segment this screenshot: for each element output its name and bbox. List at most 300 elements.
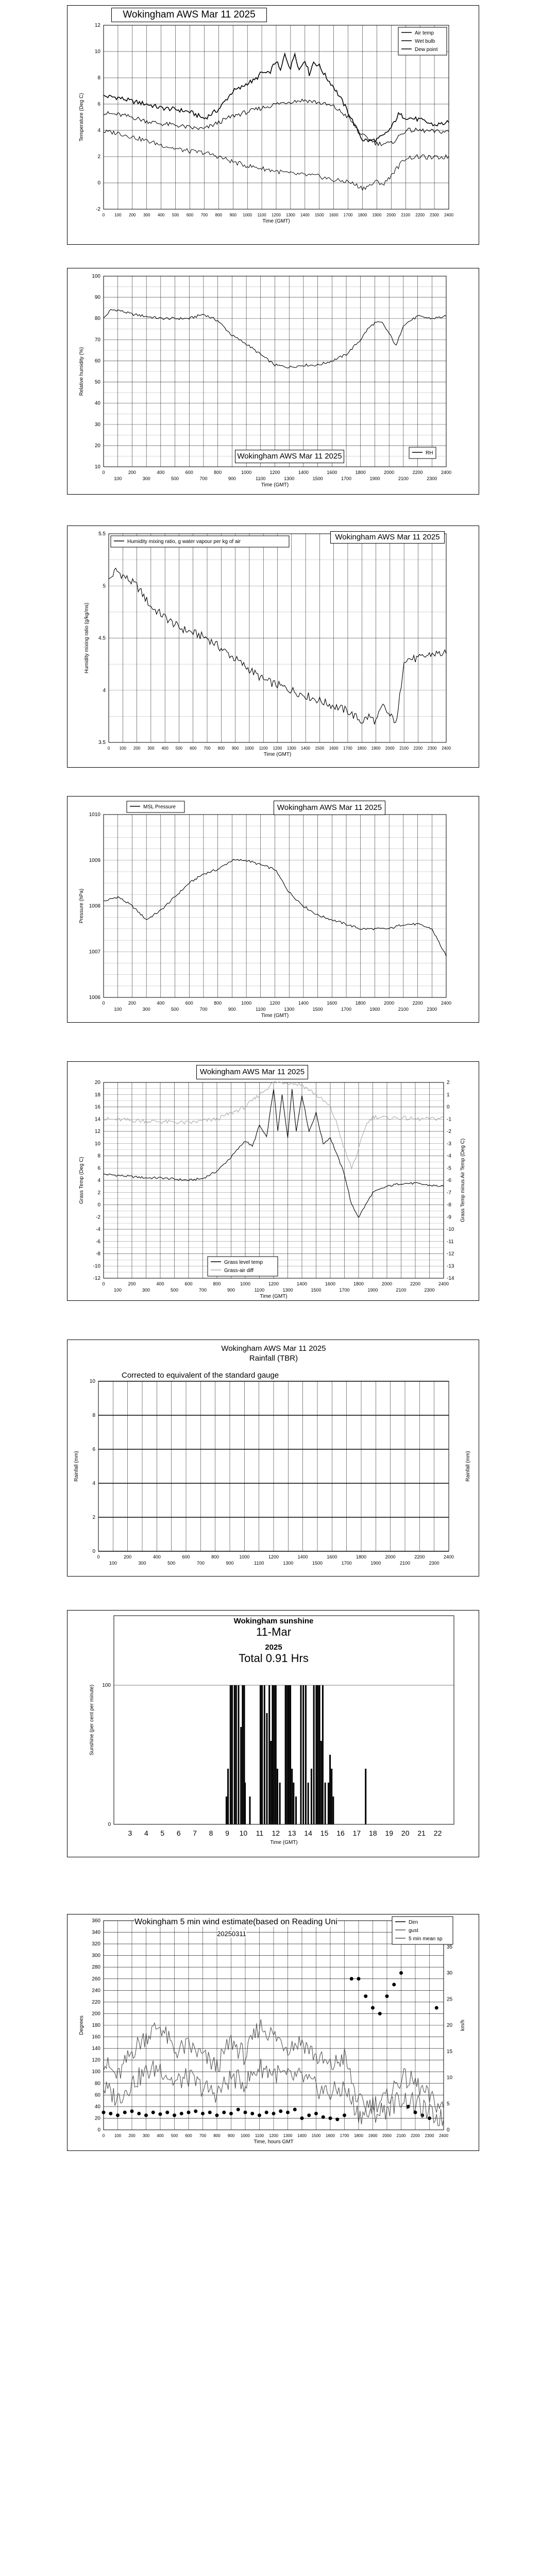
x-tick-label: 500 <box>171 476 179 481</box>
x-tick-label: 9 <box>225 1829 229 1837</box>
x-tick-label: 4 <box>144 1829 148 1837</box>
y-tick-label: -2 <box>96 207 100 212</box>
x-tick-label: 14 <box>304 1829 312 1837</box>
y2-tick-label: 1 <box>447 1092 450 1098</box>
sunshine-bar <box>295 1797 297 1824</box>
x-tick-label: 1100 <box>253 1561 264 1566</box>
y-tick-label: 4 <box>97 128 100 133</box>
x-tick-label: 2400 <box>439 2133 448 2138</box>
sunshine-bar <box>277 1769 278 1824</box>
x-tick-label: 1100 <box>254 1287 265 1293</box>
sunshine-bar <box>286 1685 288 1824</box>
direction-point <box>329 2116 332 2120</box>
direction-point <box>229 2112 233 2115</box>
x-tick-label: 1600 <box>327 1001 337 1006</box>
x-tick-label: 8 <box>209 1829 213 1837</box>
x-tick-label: 500 <box>170 1287 179 1293</box>
wind-svg <box>67 1914 480 2151</box>
y-tick-label: 4.5 <box>98 635 106 641</box>
x-tick-label: 1300 <box>284 476 295 481</box>
sunshine-bar <box>268 1685 270 1824</box>
y-tick-label: -6 <box>96 1239 100 1245</box>
x-tick-label: 400 <box>157 2133 164 2138</box>
sunshine-bar <box>244 1783 246 1824</box>
x-tick-label: 2300 <box>427 476 437 481</box>
x-tick-label: 19 <box>385 1829 394 1837</box>
y-tick-label: 70 <box>94 337 100 343</box>
x-tick-label: 2200 <box>414 1554 425 1560</box>
direction-point <box>180 2112 183 2115</box>
sunshine-bar <box>365 1769 366 1824</box>
direction-point <box>350 1977 353 1980</box>
y-tick-label: 200 <box>92 2011 100 2017</box>
sunshine-bar <box>305 1685 307 1824</box>
direction-point <box>201 2112 205 2115</box>
x-tick-label: 18 <box>369 1829 377 1837</box>
y-tick-label: 4 <box>97 1178 100 1183</box>
sunshine-title-block <box>67 1617 480 1665</box>
x-tick-label: 2100 <box>399 1561 411 1566</box>
x-tick-label: 2000 <box>386 213 396 217</box>
direction-point <box>215 2113 219 2117</box>
y2-tick-label: -4 <box>447 1153 451 1159</box>
x-tick-label: 1700 <box>343 746 352 751</box>
sunshine-bar <box>290 1685 291 1824</box>
sunshine-bar <box>230 1685 231 1824</box>
legend-label: Humidity mixing ratio, g water vapour per kg of air <box>127 539 241 545</box>
x-tick-label: 1000 <box>243 213 252 217</box>
x-tick-label: 300 <box>142 1287 150 1293</box>
x-tick-label: 2400 <box>441 470 452 475</box>
x-tick-label: 13 <box>288 1829 296 1837</box>
x-tick-label: 1900 <box>370 1561 381 1566</box>
y-tick-label: 340 <box>92 1929 100 1936</box>
x-tick-label: 1300 <box>283 2133 293 2138</box>
x-tick-label: 2300 <box>427 746 437 751</box>
x-tick-label: 700 <box>199 476 208 481</box>
direction-point <box>307 2113 311 2117</box>
sunshine-bar <box>266 1713 268 1824</box>
y-tick-label: 10 <box>89 1379 95 1384</box>
chart-title: Wokingham AWS Mar 11 2025 <box>330 531 445 544</box>
direction-point <box>244 2111 247 2114</box>
x-tick-label: 1200 <box>269 2133 278 2138</box>
x-tick-label: 1400 <box>297 1554 308 1560</box>
x-tick-label: 700 <box>199 1007 208 1012</box>
x-tick-label: 600 <box>185 470 193 475</box>
y-tick-label: 60 <box>94 358 100 364</box>
y-tick-label: 40 <box>94 400 100 406</box>
x-tick-label: 1500 <box>311 2133 321 2138</box>
y-tick-label: 90 <box>94 295 100 301</box>
x-tick-label: 1800 <box>355 1001 366 1006</box>
x-tick-label: 5 <box>160 1829 165 1837</box>
x-tick-label: 500 <box>175 746 183 751</box>
y2-tick-label: -1 <box>447 1116 451 1123</box>
x-axis-label: Time, hours GMT <box>253 2139 294 2145</box>
x-tick-label: 21 <box>417 1829 426 1837</box>
x-tick-label: 17 <box>352 1829 361 1837</box>
x-tick-label: 1100 <box>257 213 266 217</box>
pressure-svg <box>67 796 480 1023</box>
y-tick-label: 80 <box>94 2080 100 2087</box>
x-tick-label: 200 <box>133 746 141 751</box>
y-tick-label: 1010 <box>89 812 100 818</box>
y-tick-label: 240 <box>92 1988 100 1994</box>
x-tick-label: 2000 <box>385 746 395 751</box>
x-tick-label: 3 <box>128 1829 132 1837</box>
x-tick-label: 0 <box>102 2133 105 2138</box>
direction-point <box>194 2109 197 2113</box>
mixing-ratio-chart <box>67 526 479 768</box>
x-tick-label: 600 <box>186 213 194 217</box>
direction-point <box>116 2113 120 2117</box>
direction-point <box>364 1994 367 1998</box>
y2-tick-label: -13 <box>447 1263 454 1269</box>
y-tick-label: 4 <box>92 1481 95 1486</box>
x-tick-label: 2000 <box>384 1001 395 1006</box>
x-tick-label: 300 <box>142 1007 150 1012</box>
sunshine-bar <box>226 1797 227 1824</box>
y-axis-label: Degrees <box>79 2015 84 2035</box>
y-axis-label: Relative humidity (%) <box>79 347 84 396</box>
x-tick-label: 400 <box>157 470 165 475</box>
direction-point <box>272 2112 276 2115</box>
temperature-chart <box>67 5 479 245</box>
x-tick-label: 600 <box>190 746 197 751</box>
x-tick-label: 10 <box>239 1829 248 1837</box>
direction-point <box>137 2112 141 2115</box>
x-tick-label: 2300 <box>424 1287 435 1293</box>
y-tick-label: 180 <box>92 2023 100 2028</box>
x-tick-label: 800 <box>214 470 222 475</box>
x-tick-label: 300 <box>142 476 150 481</box>
x-tick-label: 2300 <box>429 1561 439 1566</box>
y-tick-label: 60 <box>94 2092 100 2098</box>
x-tick-label: 1900 <box>367 1287 378 1293</box>
direction-point <box>300 2116 304 2120</box>
y-tick-label: 12 <box>94 23 100 28</box>
x-tick-label: 0 <box>102 470 105 475</box>
x-tick-label: 700 <box>204 746 211 751</box>
x-tick-label: 700 <box>196 1561 205 1566</box>
legend-label: Grass-air diff <box>224 1268 254 1274</box>
direction-point <box>208 2111 212 2114</box>
x-tick-label: 800 <box>215 213 223 217</box>
x-tick-label: 800 <box>214 1001 222 1006</box>
x-tick-label: 1900 <box>368 2133 378 2138</box>
y-tick-label: 20 <box>94 1080 100 1086</box>
sunshine-bar <box>242 1685 243 1824</box>
x-tick-label: 2400 <box>442 746 451 751</box>
x-tick-label: 1300 <box>286 746 296 751</box>
mixing-ratio-svg <box>67 526 480 768</box>
x-tick-label: 100 <box>114 1007 122 1012</box>
direction-point <box>151 2111 155 2114</box>
sunshine-chart <box>67 1610 479 1857</box>
chart-title: Wokingham AWS Mar 11 2025 <box>196 1065 308 1079</box>
chart-title: Wokingham 5 min wind estimate(based on Reading Uni <box>134 1918 337 1926</box>
x-tick-label: 100 <box>119 746 126 751</box>
x-tick-label: 400 <box>157 213 165 217</box>
x-tick-label: 500 <box>171 2133 178 2138</box>
x-tick-label: 1100 <box>259 746 268 751</box>
chart-note: Corrected to equivalent of the standard gauge <box>122 1371 279 1380</box>
sunshine-bar <box>238 1685 240 1824</box>
y-axis-label: Rainfall (mm) <box>74 1451 79 1482</box>
y-tick-label: 1007 <box>89 949 100 955</box>
x-tick-label: 2000 <box>381 1281 393 1286</box>
y-tick-label: 1006 <box>89 995 100 1001</box>
y-tick-label: 20 <box>94 443 100 449</box>
y2-tick-label: -12 <box>447 1251 454 1257</box>
x-tick-label: 800 <box>213 1281 221 1286</box>
sunshine-bar <box>302 1685 304 1824</box>
x-axis-label: Time (GMT) <box>270 1840 298 1845</box>
y2-tick-label: -6 <box>447 1178 451 1183</box>
y-tick-label: 8 <box>97 1153 100 1159</box>
y-tick-label: 120 <box>92 2057 100 2063</box>
x-tick-label: 200 <box>128 1281 136 1286</box>
x-tick-label: 1400 <box>300 213 310 217</box>
y2-tick-label: 20 <box>447 2023 453 2028</box>
y2-tick-label: -3 <box>447 1141 451 1147</box>
x-tick-label: 1500 <box>314 213 324 217</box>
x-tick-label: 2200 <box>411 2133 420 2138</box>
y-tick-label: 160 <box>92 2034 100 2040</box>
legend-label: 5 min mean sp <box>409 1936 443 1942</box>
x-tick-label: 2100 <box>401 213 411 217</box>
sunshine-bar <box>274 1685 275 1824</box>
y-tick-label: 30 <box>94 421 100 428</box>
y-axis-label: Humidity mixing ratio (g/kg/ms) <box>84 602 90 674</box>
y-tick-label: -10 <box>93 1263 100 1269</box>
direction-point <box>173 2113 176 2117</box>
direction-point <box>144 2113 148 2117</box>
x-tick-label: 1800 <box>357 746 367 751</box>
x-tick-label: 1700 <box>341 1007 352 1012</box>
y-tick-label: 1008 <box>89 903 100 909</box>
x-tick-label: 200 <box>124 1554 132 1560</box>
x-tick-label: 1200 <box>272 213 281 217</box>
x-tick-label: 1200 <box>273 746 282 751</box>
direction-point <box>279 2109 282 2113</box>
y2-tick-label: 0 <box>447 2127 450 2133</box>
sunshine-bar <box>279 1783 281 1824</box>
x-tick-label: 700 <box>200 213 208 217</box>
direction-point <box>293 2108 297 2111</box>
x-tick-label: 1200 <box>269 470 280 475</box>
direction-point <box>109 2112 112 2115</box>
direction-point <box>322 2115 325 2119</box>
direction-point <box>187 2111 191 2114</box>
x-tick-label: 1400 <box>298 1001 309 1006</box>
y-tick-label: 10 <box>94 49 100 55</box>
y2-tick-label: -2 <box>447 1129 451 1134</box>
x-tick-label: 900 <box>227 1287 235 1293</box>
y2-tick-label: -8 <box>447 1202 451 1208</box>
y-tick-label: 80 <box>94 316 100 322</box>
x-tick-label: 400 <box>153 1554 161 1560</box>
x-axis-label: Time (GMT) <box>260 1294 288 1299</box>
x-tick-label: 1600 <box>327 470 337 475</box>
x-tick-label: 600 <box>182 1554 190 1560</box>
y-tick-label: 280 <box>92 1964 100 1971</box>
grass-temp-chart <box>67 1061 479 1301</box>
direction-point <box>258 2113 261 2117</box>
x-tick-label: 300 <box>138 1561 146 1566</box>
x-tick-label: 1000 <box>239 1554 250 1560</box>
y-tick-label: 5 <box>103 583 106 589</box>
x-tick-label: 900 <box>231 746 239 751</box>
x-tick-label: 1900 <box>369 476 380 481</box>
x-tick-label: 2300 <box>427 1007 437 1012</box>
x-tick-label: 1400 <box>296 1281 308 1286</box>
direction-point <box>130 2109 134 2113</box>
chart-year: 2025 <box>265 1643 282 1652</box>
x-tick-label: 100 <box>114 476 122 481</box>
sunshine-bar <box>300 1685 302 1824</box>
chart-subtitle: 20250311 <box>217 1930 246 1938</box>
x-tick-label: 1700 <box>341 476 352 481</box>
x-tick-label: 2200 <box>412 1001 423 1006</box>
sunshine-bar <box>291 1769 293 1824</box>
x-tick-label: 2100 <box>398 476 409 481</box>
y-tick-label: -8 <box>96 1251 100 1257</box>
sunshine-bar <box>285 1685 286 1824</box>
humidity-chart <box>67 268 479 495</box>
x-tick-label: 1600 <box>329 213 339 217</box>
y-tick-label: 10 <box>94 1141 100 1147</box>
y-tick-label: 1009 <box>89 857 100 863</box>
x-tick-label: 0 <box>97 1554 100 1560</box>
y-tick-label: 2 <box>97 154 100 160</box>
x-tick-label: 400 <box>161 746 168 751</box>
direction-point <box>165 2111 169 2114</box>
sunshine-bar <box>325 1783 326 1824</box>
x-tick-label: 100 <box>114 213 122 217</box>
x-tick-label: 1900 <box>372 213 382 217</box>
y-tick-label: 260 <box>92 1976 100 1982</box>
x-tick-label: 20 <box>401 1829 410 1837</box>
direction-point <box>371 2006 375 2010</box>
x-tick-label: 15 <box>320 1829 329 1837</box>
y-tick-label: 0 <box>97 1202 100 1208</box>
y2-tick-label: 0 <box>447 1104 450 1110</box>
y-tick-label: 6 <box>92 1447 95 1452</box>
x-tick-label: 600 <box>185 2133 192 2138</box>
x-tick-label: 1700 <box>340 2133 349 2138</box>
x-tick-label: 6 <box>176 1829 181 1837</box>
x-tick-label: 2100 <box>398 1007 409 1012</box>
x-tick-label: 500 <box>172 213 179 217</box>
sunshine-bar <box>313 1685 315 1824</box>
chart-subtitle: Rainfall (TBR) <box>249 1354 298 1363</box>
x-tick-label: 900 <box>228 476 236 481</box>
x-tick-label: 1600 <box>326 2133 335 2138</box>
y-tick-label: 6 <box>97 101 100 107</box>
x-tick-label: 200 <box>128 2133 136 2138</box>
y2-axis-label: Grass Temp minus Air Temp (Deg C) <box>460 1138 466 1223</box>
legend-label: Grass level temp <box>224 1260 263 1265</box>
x-tick-label: 900 <box>227 2133 235 2138</box>
x-tick-label: 1900 <box>369 1007 380 1012</box>
y2-tick-label: 30 <box>447 1970 453 1976</box>
pressure-chart <box>67 796 479 1023</box>
x-tick-label: 1700 <box>343 213 353 217</box>
chart-title: Wokingham AWS Mar 11 2025 <box>235 450 344 463</box>
x-tick-label: 2300 <box>425 2133 434 2138</box>
x-tick-label: 2200 <box>412 470 423 475</box>
y2-tick-label: 5 <box>447 2101 450 2107</box>
x-tick-label: 1400 <box>301 746 310 751</box>
y-axis-label: Pressure (hPa) <box>79 888 84 924</box>
x-tick-label: 2400 <box>441 1001 452 1006</box>
direction-point <box>265 2111 268 2114</box>
y2-tick-label: -5 <box>447 1165 451 1172</box>
y2-tick-label: -14 <box>447 1276 454 1281</box>
x-tick-label: 12 <box>272 1829 280 1837</box>
x-tick-label: 1300 <box>286 213 295 217</box>
y-tick-label: 3.5 <box>98 740 106 745</box>
x-tick-label: 500 <box>171 1007 179 1012</box>
x-tick-label: 400 <box>156 1281 164 1286</box>
sunshine-bar <box>270 1741 272 1824</box>
direction-point <box>385 1994 389 1998</box>
x-tick-label: 1600 <box>327 1554 337 1560</box>
x-tick-label: 1900 <box>371 746 381 751</box>
x-tick-label: 1800 <box>354 2133 363 2138</box>
x-tick-label: 7 <box>193 1829 197 1837</box>
x-tick-label: 2200 <box>415 213 425 217</box>
y-tick-label: -12 <box>93 1276 100 1281</box>
sunshine-bar <box>329 1755 331 1824</box>
x-axis-label: Time (GMT) <box>261 1013 289 1019</box>
direction-point <box>357 1977 361 1980</box>
y-tick-label: 40 <box>94 2104 100 2110</box>
direction-point <box>335 2117 339 2121</box>
y2-tick-label: -9 <box>447 1214 451 1221</box>
direction-point <box>428 2116 431 2120</box>
x-tick-label: 0 <box>102 1001 105 1006</box>
y-tick-label: 50 <box>94 379 100 385</box>
y-tick-label: 16 <box>94 1104 100 1110</box>
x-tick-label: 2000 <box>385 1554 396 1560</box>
x-tick-label: 1400 <box>297 2133 307 2138</box>
x-tick-label: 1600 <box>325 1281 336 1286</box>
direction-point <box>222 2111 226 2114</box>
grass-temp-svg <box>67 1062 480 1301</box>
x-axis-label: Time (GMT) <box>261 482 289 488</box>
y2-axis-label: Rainfall (mm) <box>465 1451 471 1482</box>
y-tick-label: 100 <box>102 1683 111 1688</box>
y-tick-label: 360 <box>92 1918 100 1924</box>
sunshine-bar <box>308 1783 309 1824</box>
legend-label: Air temp <box>415 30 434 36</box>
direction-point <box>392 1983 396 1987</box>
y-tick-label: 4 <box>103 687 106 693</box>
x-tick-label: 1500 <box>312 476 323 481</box>
direction-point <box>314 2112 318 2115</box>
direction-point <box>236 2108 240 2111</box>
y-tick-label: 0 <box>97 180 100 186</box>
x-tick-label: 600 <box>185 1001 193 1006</box>
x-tick-label: 1500 <box>312 1561 323 1566</box>
legend-label: Dirn <box>409 1920 418 1925</box>
x-tick-label: 1200 <box>269 1001 280 1006</box>
x-tick-label: 2100 <box>396 1287 407 1293</box>
x-tick-label: 1800 <box>355 470 366 475</box>
